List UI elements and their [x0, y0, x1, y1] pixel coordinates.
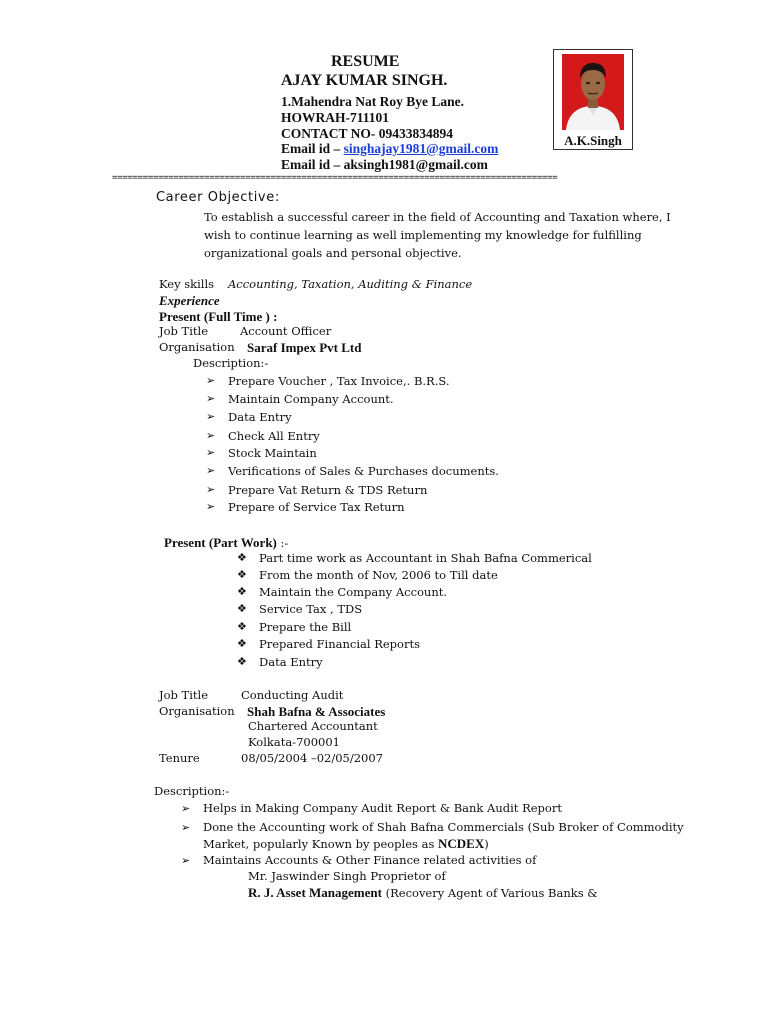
audit-job-title-label: Job Title — [159, 688, 209, 702]
profile-photo — [562, 54, 624, 130]
list-item: ➢ Prepare of Service Tax Return — [206, 500, 405, 514]
fulltime-org-label: Organisation — [159, 340, 235, 354]
list-item: ❖ Prepared Financial Reports — [237, 637, 420, 651]
arrow-bullet-icon: ➢ — [181, 802, 191, 815]
list-item: ➢ Data Entry — [206, 410, 292, 424]
list-item: ❖ Maintain the Company Account. — [237, 585, 448, 599]
list-item: ❖ Data Entry — [237, 655, 323, 669]
diamond-bullet-icon: ❖ — [237, 585, 247, 598]
audit-org-line-3: Kolkata-700001 — [248, 735, 340, 749]
fulltime-job-title-label: Job Title — [159, 324, 209, 338]
audit-org-line-2: Chartered Accountant — [248, 719, 378, 733]
diamond-bullet-icon: ❖ — [237, 655, 247, 668]
diamond-bullet-icon: ❖ — [237, 620, 247, 633]
career-objective-line-1: To establish a successful career in the field of Accounting and Taxation where, I — [204, 210, 671, 224]
audit-item-3-line-3: R. J. Asset Management (Recovery Agent of Various Banks & — [248, 885, 598, 900]
fulltime-org: Saraf Impex Pvt Ltd — [247, 340, 362, 355]
arrow-bullet-icon: ➢ — [181, 821, 191, 834]
arrow-bullet-icon: ➢ — [206, 429, 216, 442]
list-item: ❖ Service Tax , TDS — [237, 602, 363, 616]
career-objective-line-2: wish to continue learning as well implementing my knowledge for fulfilling — [204, 228, 642, 242]
list-item: ➢ Prepare Voucher , Tax Invoice,. B.R.S. — [206, 374, 450, 388]
experience-heading: Experience — [159, 293, 220, 308]
key-skills-value: Accounting, Taxation, Auditing & Finance — [228, 277, 473, 291]
arrow-bullet-icon: ➢ — [206, 483, 216, 496]
audit-item-3: Maintains Accounts & Other Finance related activities of — [203, 853, 537, 867]
list-item: ➢ Stock Maintain — [206, 446, 317, 460]
key-skills-label: Key skills — [159, 277, 215, 291]
list-item: ➢ Prepare Vat Return & TDS Return — [206, 483, 428, 497]
parttime-duties-list — [237, 551, 592, 672]
audit-item-3-line-2: Mr. Jaswinder Singh Proprietor of — [248, 869, 446, 883]
arrow-bullet-icon: ➢ — [206, 464, 216, 477]
list-item: ➢ Maintain Company Account. — [206, 392, 394, 406]
diamond-bullet-icon: ❖ — [237, 637, 247, 650]
arrow-bullet-icon: ➢ — [206, 374, 216, 387]
applicant-name: AJAY KUMAR SINGH. — [281, 72, 448, 89]
address-line-2: HOWRAH-711101 — [281, 110, 390, 125]
list-item: ❖ Prepare the Bill — [237, 620, 352, 634]
tenure-value: 08/05/2004 –02/05/2007 — [241, 751, 383, 765]
address-line-1: 1.Mahendra Nat Roy Bye Lane. — [281, 94, 464, 109]
diamond-bullet-icon: ❖ — [237, 551, 247, 564]
audit-job-title: Conducting Audit — [241, 688, 344, 702]
audit-item-2-line-2: Market, popularly Known by peoples as NCDEX) — [203, 836, 489, 851]
email-line-1 — [281, 141, 498, 157]
email-line-2: Email id – aksingh1981@gmail.com — [281, 157, 488, 172]
tenure-label: Tenure — [159, 751, 200, 765]
list-item: ❖ From the month of Nov, 2006 to Till date — [237, 568, 498, 582]
list-item: ❖ Part time work as Accountant in Shah Bafna Commerical — [237, 551, 592, 565]
arrow-bullet-icon: ➢ — [206, 410, 216, 423]
career-objective-line-3: organizational goals and personal objective. — [204, 246, 462, 260]
fulltime-heading: Present (Full Time ) : — [159, 309, 278, 324]
email-link-1[interactable]: singhajay1981@gmail.com — [343, 141, 499, 156]
list-item: ➢ Verifications of Sales & Purchases documents. — [206, 464, 499, 478]
contact-number: CONTACT NO- 09433834894 — [281, 126, 454, 141]
fulltime-description-label: Description:- — [193, 356, 269, 370]
email-label-1: Email id – — [281, 141, 344, 156]
audit-item-1: Helps in Making Company Audit Report & Bank Audit Report — [203, 801, 562, 815]
audit-org: Shah Bafna & Associates — [247, 704, 386, 719]
diamond-bullet-icon: ❖ — [237, 568, 247, 581]
parttime-heading: Present (Part Work) :- — [164, 535, 289, 550]
list-item: ➢ Check All Entry — [206, 429, 320, 443]
resume-title: RESUME — [331, 53, 400, 70]
career-objective-heading: Career Objective: — [156, 190, 280, 205]
audit-description-label: Description:- — [154, 784, 230, 798]
arrow-bullet-icon: ➢ — [206, 446, 216, 459]
audit-item-2-line-1: Done the Accounting work of Shah Bafna Commercials (Sub Broker of Commodity — [203, 820, 684, 834]
arrow-bullet-icon: ➢ — [181, 854, 191, 867]
audit-org-label: Organisation — [159, 704, 235, 718]
profile-photo-frame — [553, 49, 633, 150]
arrow-bullet-icon: ➢ — [206, 392, 216, 405]
arrow-bullet-icon: ➢ — [206, 500, 216, 513]
header-separator: ======================================================================================= — [112, 173, 558, 183]
fulltime-job-title: Account Officer — [240, 324, 332, 338]
person-portrait-icon — [562, 54, 624, 130]
fulltime-duties-list — [206, 374, 499, 518]
diamond-bullet-icon: ❖ — [237, 602, 247, 615]
photo-caption: A.K.Singh — [564, 133, 622, 148]
